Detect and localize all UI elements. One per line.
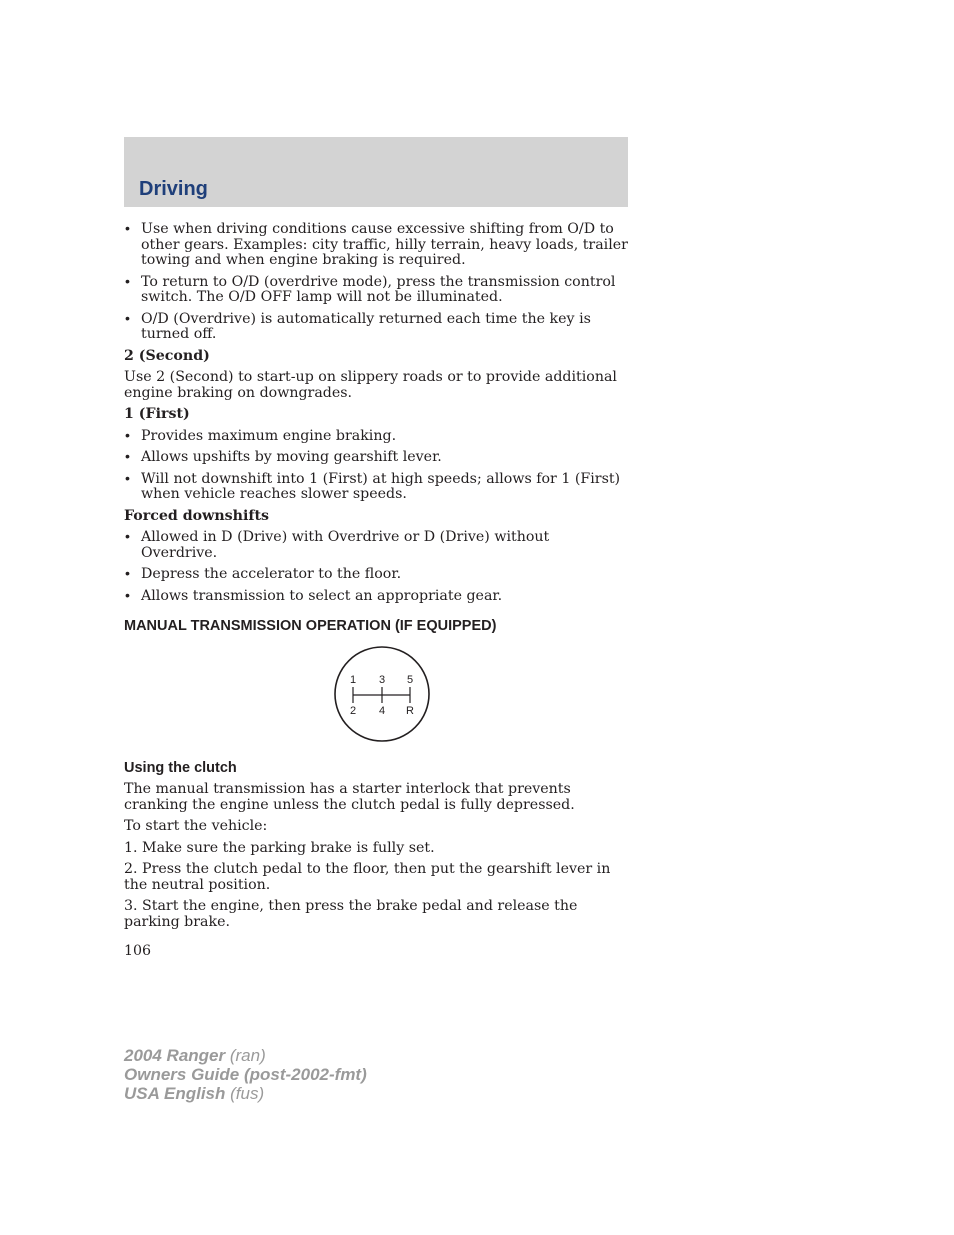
- page-title: Driving: [139, 178, 208, 200]
- list-item: • Allowed in D (Drive) with Overdrive or D (Drive) without Overdrive.: [124, 530, 628, 561]
- list-item: • Provides maximum engine braking.: [124, 429, 628, 445]
- gear-label: 4: [378, 704, 386, 717]
- clutch-paragraph: To start the vehicle:: [124, 818, 268, 834]
- list-item: • Depress the accelerator to the floor.: [124, 567, 628, 583]
- forced-downshifts-heading: Forced downshifts: [124, 507, 270, 524]
- first-heading: 1 (First): [124, 406, 190, 422]
- gear-label: 2: [349, 704, 357, 717]
- footer-line: [124, 1065, 367, 1084]
- footer-line: [124, 1084, 367, 1103]
- second-heading: 2 (Second): [124, 347, 210, 364]
- footer-guide: Owners Guide (post-2002-fmt): [124, 1065, 367, 1084]
- footer-line: [124, 1046, 367, 1065]
- shift-pattern-diagram: [124, 645, 628, 747]
- footer-model: 2004 Ranger: [124, 1046, 226, 1065]
- second-text: Use 2 (Second) to start-up on slippery roads or to provide additional engine braking on downgrades.: [124, 369, 617, 401]
- gear-label: 1: [349, 673, 357, 686]
- list-item: • To return to O/D (overdrive mode), press the transmission control switch. The O/D OFF lamp will not be illuminated.: [124, 275, 628, 306]
- footer-language-code: (fus): [225, 1084, 265, 1103]
- list-item: • Allows upshifts by moving gearshift lever.: [124, 450, 628, 466]
- footer-model-code: (ran): [225, 1046, 266, 1065]
- list-item: • Allows transmission to select an appropriate gear.: [124, 589, 628, 605]
- clutch-paragraph: The manual transmission has a starter interlock that prevents cranking the engine unless the clutch pedal is fully depressed.: [124, 781, 575, 813]
- content: [124, 222, 628, 960]
- gear-label: R: [406, 704, 414, 717]
- clutch-paragraph: 1. Make sure the parking brake is fully set.: [124, 839, 435, 856]
- forced-bullet-list: [124, 530, 628, 604]
- header-band: [124, 137, 628, 207]
- manual-transmission-heading: MANUAL TRANSMISSION OPERATION (IF EQUIPPED): [124, 618, 497, 634]
- shift-pattern-icon: [333, 645, 431, 743]
- list-item: • Will not downshift into 1 (First) at high speeds; allows for 1 (First) when vehicle reaches slower speeds.: [124, 472, 628, 503]
- footer-language: USA English: [124, 1084, 226, 1103]
- footer: [124, 1046, 367, 1103]
- gear-label: 5: [406, 673, 414, 686]
- first-bullet-list: [124, 429, 628, 503]
- list-item: • Use when driving conditions cause excessive shifting from O/D to other gears. Examples: city traffic, hilly terrain, heavy loads, trailer towing and when engine braking is required.: [124, 222, 628, 269]
- od-off-bullet-list: [124, 222, 628, 343]
- clutch-paragraph: 2. Press the clutch pedal to the floor, then put the gearshift lever in the neutral position.: [124, 861, 611, 893]
- page-number: 106: [124, 943, 152, 959]
- list-item: • O/D (Overdrive) is automatically returned each time the key is turned off.: [124, 312, 628, 343]
- gear-label: 3: [378, 673, 386, 686]
- using-clutch-heading: Using the clutch: [124, 759, 237, 776]
- clutch-paragraph: 3. Start the engine, then press the brake pedal and release the parking brake.: [124, 898, 578, 930]
